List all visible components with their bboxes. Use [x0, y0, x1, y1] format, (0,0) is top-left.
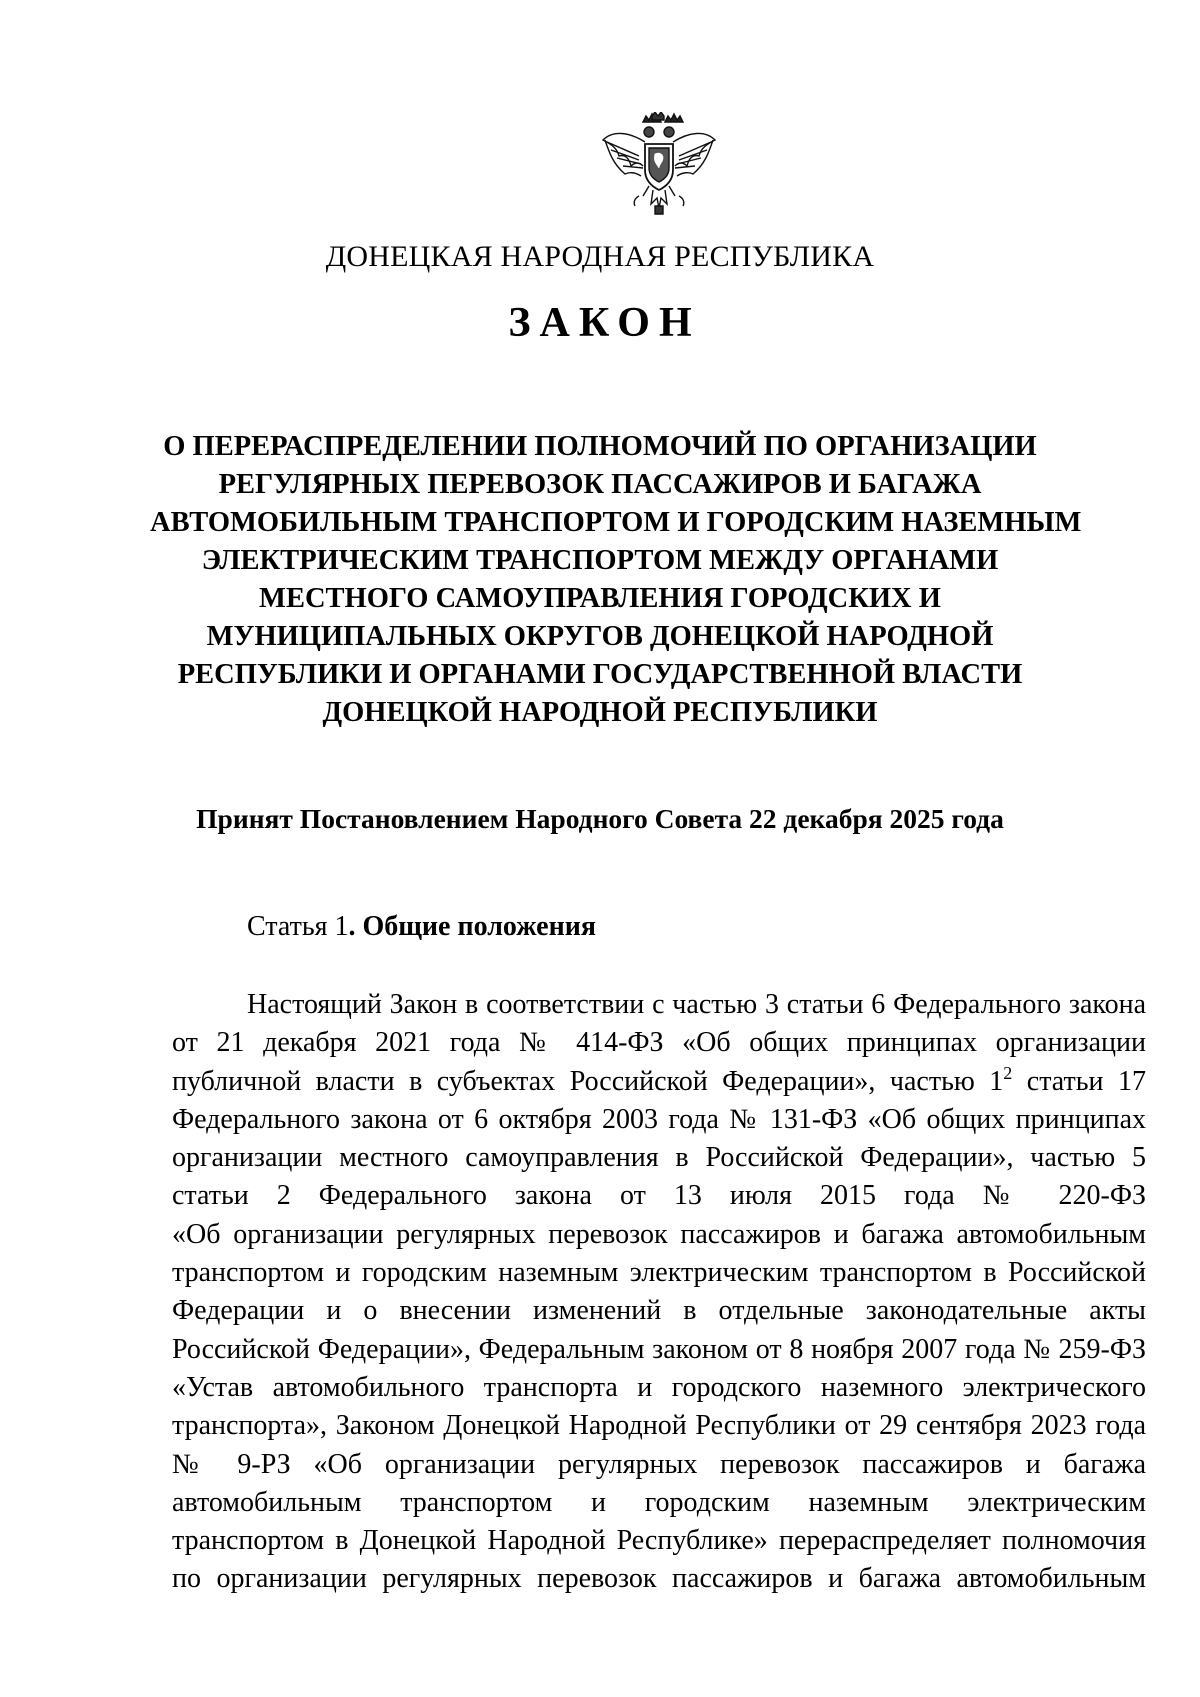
body-line: автомобильным транспортом и городским наземным электрическим — [172, 1486, 1146, 1518]
adoption-statement: Принят Постановлением Народного Совета 22 декабря 2025 года — [196, 803, 1004, 834]
body-line: организации местного самоуправления в Российской Федерации», частью 5 — [172, 1142, 1146, 1174]
body-line: транспортом в Донецкой Народной Республике» перераспределяет полномочия — [172, 1525, 1146, 1557]
body-line: № 9-РЗ «Об организации регулярных перевозок пассажиров и багажа — [172, 1448, 1146, 1480]
law-title-line: АВТОМОБИЛЬНЫМ ТРАНСПОРТОМ И ГОРОДСКИМ НАЗЕМНЫМ — [150, 507, 1082, 538]
body-line: «Устав автомобильного транспорта и городского наземного электрического — [172, 1371, 1146, 1403]
body-line: «Об организации регулярных перевозок пассажиров и багажа автомобильным — [172, 1218, 1146, 1250]
law-title-line: ДОНЕЦКОЙ НАРОДНОЙ РЕСПУБЛИКИ — [322, 697, 878, 728]
body-line: статьи 2 Федерального закона от 13 июля 2015 года № 220-ФЗ — [172, 1180, 1146, 1212]
body-line: Настоящий Закон в соответствии с частью 3 статьи 6 Федерального закона — [247, 989, 1146, 1020]
article-heading — [247, 911, 596, 943]
article-number: Статья 1 — [247, 911, 349, 942]
law-title-line: О ПЕРЕРАСПРЕДЕЛЕНИИ ПОЛНОМОЧИЙ ПО ОРГАНИЗАЦИИ — [163, 431, 1037, 462]
document-type: ЗАКОН — [508, 300, 701, 346]
body-line: Федерации и о внесении изменений в отдельные законодательные акты — [172, 1295, 1146, 1327]
law-title-line: РЕГУЛЯРНЫХ ПЕРЕВОЗОК ПАССАЖИРОВ И БАГАЖА — [218, 469, 982, 500]
body-line: Российской Федерации», Федеральным законом от 8 ноября 2007 года № 259-ФЗ — [172, 1333, 1146, 1365]
law-title-line: РЕСПУБЛИКИ И ОРГАНАМИ ГОСУДАРСТВЕННОЙ ВЛАСТИ — [177, 659, 1023, 690]
body-line: от 21 декабря 2021 года № 414-ФЗ «Об общих принципах организации — [172, 1027, 1146, 1059]
law-title — [150, 428, 1082, 732]
body-line: по организации регулярных перевозок пассажиров и багажа автомобильным — [172, 1563, 1146, 1595]
body-line: Федерального закона от 6 октября 2003 года № 131-ФЗ «Об общих принципах — [172, 1103, 1146, 1135]
law-title-line: МУНИЦИПАЛЬНЫХ ОКРУГОВ ДОНЕЦКОЙ НАРОДНОЙ — [206, 621, 994, 652]
law-title-line: ЭЛЕКТРИЧЕСКИМ ТРАНСПОРТОМ МЕЖДУ ОРГАНАМИ — [201, 545, 999, 576]
article-body — [172, 986, 1146, 1599]
body-line-tail: статьи 17 — [1012, 1065, 1147, 1097]
footnote-superscript: 2 — [1003, 1062, 1013, 1083]
law-title-line: МЕСТНОГО САМОУПРАВЛЕНИЯ ГОРОДСКИХ И — [259, 583, 941, 614]
body-line: транспортом и городским наземным электрическим транспортом в Российской — [172, 1257, 1146, 1289]
body-line-text: публичной власти в субъектах Российской Федерации», частью 1 — [172, 1065, 1004, 1097]
article-title: . Общие положения — [348, 911, 597, 942]
republic-name: ДОНЕЦКАЯ НАРОДНАЯ РЕСПУБЛИКА — [325, 240, 875, 273]
body-line — [172, 1063, 1146, 1101]
coat-of-arms-emblem — [599, 112, 717, 218]
body-line: транспорта», Законом Донецкой Народной Республики от 29 сентября 2023 года — [172, 1410, 1146, 1442]
